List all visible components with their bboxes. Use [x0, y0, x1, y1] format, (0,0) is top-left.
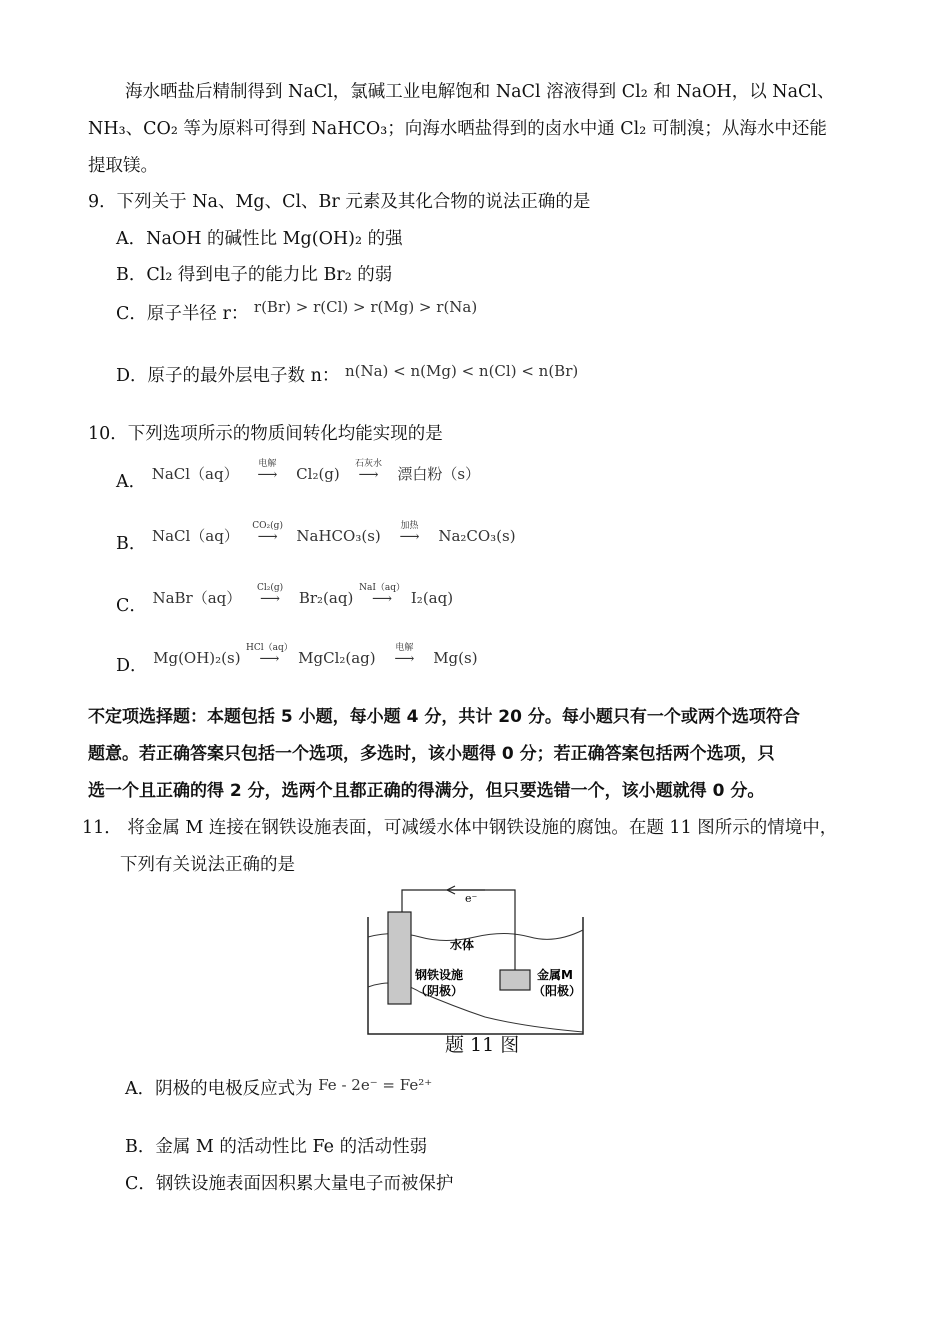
connecting-wire: [402, 890, 515, 970]
q10-a-a2: 石灰水: [355, 459, 383, 469]
intro-line-2: NH₃、CO₂ 等为原料可得到 NaHCO₃；向海水晒盐得到的卤水中通 Cl₂ 可制溴；从海水中还能: [88, 119, 827, 139]
q10-c-a2: NaI（aq）: [359, 583, 406, 593]
q11-option-b: B．金属 M 的活动性比 Fe 的活动性弱: [125, 1137, 428, 1157]
q10-c-a1: Cl₂(g): [256, 583, 284, 593]
q10-a-s1: NaCl（aq）: [151, 465, 239, 483]
q9-option-c: [116, 298, 478, 326]
q11-stem-2: 下列有关说法正确的是: [120, 855, 295, 875]
q10-d-a1: HCl（aq）: [245, 643, 293, 653]
anode-label: （阳极）: [533, 984, 582, 998]
q9-option-c-label: C．原子半径 r：: [116, 304, 249, 324]
reaction-arrow: Cl₂(g) ⟶: [246, 587, 294, 611]
metal-m-block: [500, 970, 530, 990]
steel-label: 钢铁设施: [415, 968, 464, 982]
q9-option-d-label: D．原子的最外层电子数 n：: [116, 366, 340, 386]
reaction-arrow: 加热 ⟶: [386, 525, 434, 549]
metal-m-label: 金属M: [537, 968, 573, 982]
q10-option-a: [116, 459, 481, 495]
electron-label: e⁻: [465, 892, 478, 905]
reaction-arrow: 电解 ⟶: [243, 463, 291, 487]
q9-option-b: B．Cl₂ 得到电子的能力比 Br₂ 的弱: [116, 265, 393, 285]
q10-b-a2: 加热: [400, 521, 419, 531]
intro-line-3: 提取镁。: [88, 156, 158, 176]
q10-d-s3: Mg(s): [433, 649, 478, 667]
q10-b-s2: NaHCO₃(s): [296, 527, 381, 545]
q10-option-d: [116, 643, 478, 679]
section-instruction-1: 不定项选择题：本题包括 5 小题，每小题 4 分，共计 20 分。每小题只有一个或两个选项符合: [88, 707, 800, 727]
q9-option-a: A．NaOH 的碱性比 Mg(OH)₂ 的强: [116, 229, 403, 249]
q10-stem: 10．下列选项所示的物质间转化均能实现的是: [88, 424, 443, 444]
steel-facility: [388, 912, 411, 1004]
q10-c-s3: I₂(aq): [410, 589, 454, 607]
q11-option-a: [125, 1077, 432, 1101]
q10-d-label: D．: [116, 656, 148, 676]
q10-c-s1: NaBr（aq）: [152, 589, 242, 607]
q10-b-s1: NaCl（aq）: [151, 527, 239, 545]
q11-stem-1: 11． 将金属 M 连接在钢铁设施表面，可减缓水体中钢铁设施的腐蚀。在题 11 图所示的情境中，: [82, 818, 838, 838]
q10-b-s3: Na₂CO₃(s): [438, 527, 516, 545]
reaction-arrow: HCl（aq） ⟶: [245, 647, 293, 671]
section-instruction-2: 题意。若正确答案只包括一个选项，多选时，该小题得 0 分；若正确答案包括两个选项，只: [88, 744, 775, 764]
cathode-label: （阴极）: [415, 984, 464, 998]
q9-option-d-formula: n(Na) < n(Mg) < n(Cl) < n(Br): [344, 362, 579, 380]
q9-option-d: [116, 364, 578, 388]
q10-a-a1: 电解: [258, 459, 277, 469]
q10-c-label: C．: [116, 596, 147, 616]
reaction-arrow: NaI（aq） ⟶: [358, 587, 406, 611]
q10-option-b: [116, 521, 516, 557]
q10-c-s2: Br₂(aq): [298, 589, 354, 607]
reaction-arrow: 电解 ⟶: [380, 647, 428, 671]
q10-a-s2: Cl₂(g): [296, 465, 340, 483]
q9-option-c-formula: r(Br) > r(Cl) > r(Mg) > r(Na): [253, 298, 478, 316]
q11-a-formula: Fe - 2e⁻ = Fe²⁺: [318, 1076, 433, 1094]
reaction-arrow: CO₂(g) ⟶: [244, 525, 292, 549]
q10-b-a1: CO₂(g): [252, 521, 283, 531]
section-instruction-3: 选一个且正确的得 2 分，选两个且都正确的得满分，但只要选错一个，该小题就得 0 分。: [88, 781, 765, 801]
water-label: 水体: [450, 938, 475, 952]
q10-option-c: [116, 583, 454, 619]
figure-caption: 题 11 图: [445, 1034, 520, 1056]
reaction-arrow: 石灰水 ⟶: [345, 463, 393, 487]
q10-a-label: A．: [116, 472, 147, 492]
q10-a-s3: 漂白粉（s）: [397, 465, 481, 483]
intro-line-1: 海水晒盐后精制得到 NaCl，氯碱工业电解饱和 NaCl 溶液得到 Cl₂ 和 NaOH，以 NaCl、: [125, 82, 835, 102]
q11-a-label: A．阴极的电极反应式为: [125, 1079, 313, 1099]
q10-b-label: B．: [116, 534, 147, 554]
q10-d-s1: Mg(OH)₂(s): [153, 649, 241, 667]
q11-option-c: C．钢铁设施表面因积累大量电子而被保护: [125, 1174, 454, 1194]
q9-stem: 9．下列关于 Na、Mg、Cl、Br 元素及其化合物的说法正确的是: [88, 192, 591, 212]
q10-d-s2: MgCl₂(ag): [298, 649, 376, 667]
q10-d-a2: 电解: [395, 643, 414, 653]
